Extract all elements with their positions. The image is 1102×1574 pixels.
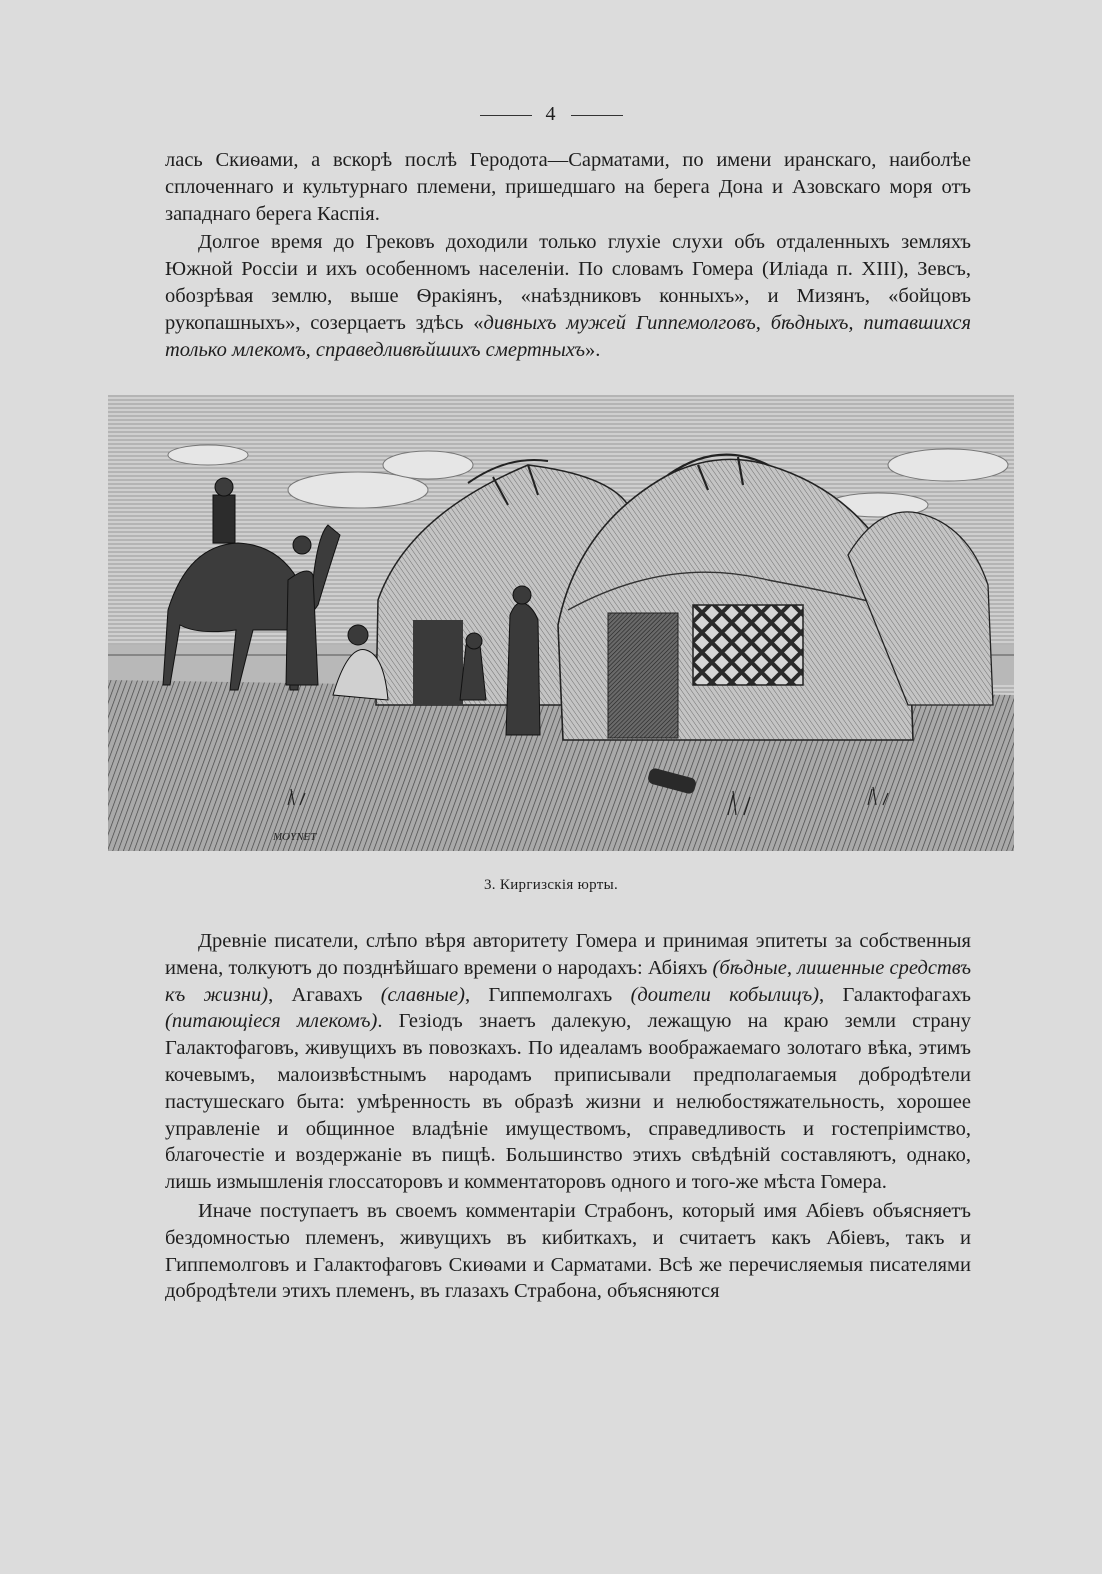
italic-gloss: (доители кобылицъ) [630,983,820,1006]
yurt-entrance-curtain [608,613,678,738]
rule-left [480,115,532,116]
italic-gloss: (бѣдные, лишенные средствъ къ жизни) [165,956,971,1006]
text-span: , Агавахъ [268,983,381,1006]
figure-caption: 3. Киргизскія юрты. [484,877,618,893]
homer-text: Долгое время до Грековъ доходили только глухіе слухи объ отдаленныхъ земляхъ Южной Россіи и ихъ особенномъ населеніи. По словамъ Гомера (Иліада п. XIII), Зевсъ, обозрѣвая землю, выше Ѳракіянъ, «наѣздниковъ конныхъ», и Мизянъ, «бойцовъ рукопашныхъ», созерцаетъ здѣсь « [165,231,971,334]
text-span: Древніе писатели, слѣпо вѣря авторитету Гомера и принимая эпитеты за собственныя имена, толкуютъ до позднѣйшаго времени о народахъ: Абіяхъ [165,930,971,979]
homer-text-end: ». [585,338,601,361]
text-span: . Гезіодъ знаетъ далекую, лежащую на краю земли страну Галактофаговъ, живущихъ въ повозкахъ. По идеаламъ воображаемаго золотаго вѣка, этимъ кочевымъ, малоизвѣстнымъ народамъ приписывали предполагаемыя добродѣтели пастушескаго быта: умѣренность въ образѣ жизни и нелюбостяжательность, хорошее управленіе и общинное владѣніе имуществомъ, справедливость и гостепріимство, благочестіе и воздержаніе въ пищѣ. Большинство этихъ свѣдѣній составляютъ, однако, лишь измышленія глоссаторовъ и комментаторовъ одного и того-же мѣста Гомера. [165,1010,972,1194]
yurt-lattice-wall [693,605,803,685]
paragraph-ancient-writers [165,928,971,1196]
homer-quote-italic: дивныхъ мужей Гиппемолговъ, бѣдныхъ, питавшихся только млекомъ, справедливѣйшихъ смертныхъ [165,311,971,361]
bottom-text-block [165,928,971,1305]
italic-gloss: (питающіеся млекомъ) [165,1010,378,1033]
yurts-engraving [108,395,1014,851]
page-number [0,103,1102,126]
paragraph-homer [165,229,971,363]
engraving-illustration [108,395,1014,851]
paragraph-continuation: лась Скиѳами, а вскорѣ послѣ Геродота—Сарматами, по имени иранскаго, наиболѣе сплоченнаго и культурнаго племени, пришедшаго на берега Дона и Азовскаго моря отъ западнаго берега Каспія. [165,149,971,225]
top-text-block [165,147,971,363]
paragraph-strabo: Иначе поступаетъ въ своемъ комментаріи Страбонъ, который имя Абіевъ объясняетъ бездомностью племенъ, живущихъ въ кибиткахъ, и считаетъ какъ Абіевъ, такъ и Гиппемолговъ и Галактофаговъ Скиѳами и Сарматами. Всѣ же перечисляемыя писателями добродѣтели этихъ племенъ, въ глазахъ Страбона, объясняются [165,1199,971,1303]
artist-signature: MOYNET [273,831,317,843]
rule-right [571,115,623,116]
text-span: , Галактофагахъ [819,983,972,1006]
yurt-door [413,620,463,705]
text-span: , Гиппемолгахъ [464,983,631,1006]
italic-gloss: (славные) [380,983,465,1006]
page-number-value: 4 [545,103,557,125]
